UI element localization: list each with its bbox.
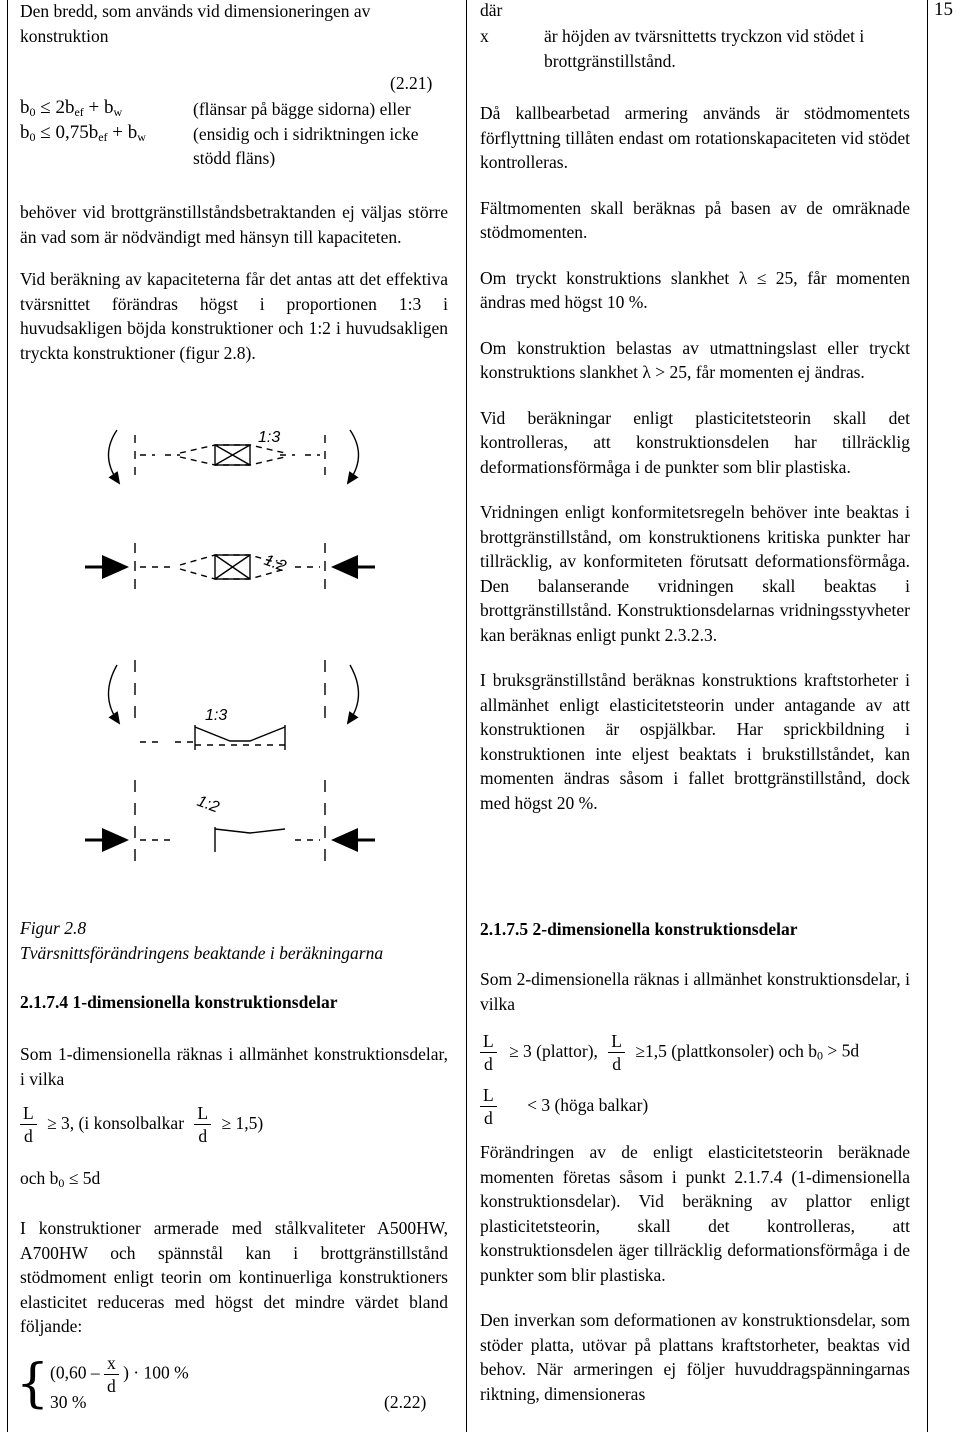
paragraph-cold-worked: Då kallbearbetad armering används är stödmomentets förflyttning tillåten endast om rotationskapaciteten vid stödet kontrolleras.	[480, 103, 910, 172]
eq-221-number: (2.21)	[390, 73, 433, 93]
paragraph-elastic-moments: Förändringen av de enligt elasticitetsteorin beräknade momenten företas såsom i punkt 2.1.7.4 (1-dimensionella konstruktionsdelar). Vid beräkning av plattor enligt plasticitetsteorin, skall det kontrolleras, att konstruktionsdelen äger tillräcklig deformationsförmåga i de punkter som blir plastiska.	[480, 1142, 910, 1285]
figure-caption-text: Tvärsnittsförändringens beaktande i beräkningarna	[20, 942, 384, 963]
paragraph-capacity: behöver vid brottgränstillståndsbetraktanden ej väljas större än vad som är nödvändigt med hänsyn till kapaciteten.	[20, 202, 448, 247]
paragraph-field-moments: Fältmomenten skall beräknas på basen av de omräknade stödmomenten.	[480, 197, 910, 242]
inequality-1d: $\frac{L}{d}$ ≥ 3, (i konsolbalkar $\frac{L}{d}$ ≥ 1,5)	[20, 1102, 263, 1147]
left-body-2	[20, 1042, 448, 1091]
paragraph-1d: Som 1-dimensionella räknas i allmänhet konstruktionsdelar, i vilka	[20, 1044, 448, 1089]
page-number: 15	[934, 0, 953, 20]
detail-bending-13	[109, 430, 359, 480]
figure-2-8	[80, 415, 400, 895]
eq-222-number: (2.22)	[384, 1392, 427, 1412]
figure-label-13-b: 1:3	[205, 707, 228, 724]
figure-label-13-a: 1:3	[258, 429, 281, 446]
och-b0: och $b_0 \le 5d$	[20, 1168, 101, 1190]
figure-caption	[20, 916, 460, 965]
paragraph-serviceability: I bruksgränstillstånd beräknas konstruktions kraftstorheter i allmänhet enligt elasticitetsteorin under antagande av att konstruktionen är ospjälkbar. Har sprickbildning i konstruktionen inte eljest beaktats i brukstillståndet, kan momenten ändras såsom i fallet brottgränstillstånd, dock med högst 20 %.	[480, 670, 910, 813]
intro-text: Den bredd, som används vid dimensioneringen av konstruktion	[20, 1, 371, 46]
paragraph-slenderness-low: Om tryckt konstruktions slankhet λ ≤ 25, får momenten ändras med högst 10 %.	[480, 267, 910, 312]
dar-label: där	[480, 0, 503, 20]
x-definition: är höjden av tvärsnittetts tryckzon vid stödet i brottgränstillstånd.	[544, 26, 865, 71]
left-margin-rule	[7, 0, 8, 1432]
eq-222-row1: (0,60 – $\frac{x}{d}$ ) · 100 %	[50, 1353, 189, 1396]
paragraph-proportion: Vid beräkning av kapaciteterna får det antas att det effektiva tvärsnittet förändras högst i proportionen 1:3 i huvudsakligen böjda konstruktioner och 1:2 i huvudsakligen tryckta konstruktioner (figur 2.8).	[20, 269, 448, 363]
detail-compression-12	[85, 543, 375, 589]
formula-2d-row2: $\frac{L}{d}$ < 3 (höga balkar)	[480, 1084, 648, 1129]
left-body-1	[20, 200, 448, 365]
right-margin-rule	[927, 0, 928, 1432]
right-body-1	[480, 101, 910, 815]
paragraph-torsion: Vridningen enligt konformitetsregeln behöver inte beaktas i brottgränstillstånd, om konstruktionens kritiska punkter har tillräcklig, av konformiteten förutsatt deformationsförmåga. Den balanserande vridningen skall beaktas i brottgränstillstånd. Konstruktionsdelarnas vridningsstyvheter kan beräknas enligt punkt 2.3.2.3.	[480, 502, 910, 645]
x-symbol: x	[480, 26, 489, 46]
left-body-3	[20, 1216, 448, 1339]
formula-2d-row1: $\frac{L}{d}$ ≥ 3 (plattor), $\frac{L}{d}$ ≥1,5 (plattkonsoler) och $b_0 > 5d$	[480, 1030, 859, 1075]
right-body-2	[480, 967, 910, 1016]
eq-222-row2: 30 %	[50, 1392, 87, 1412]
paragraph-2d: Som 2-dimensionella räknas i allmänhet konstruktionsdelar, i vilka	[480, 969, 910, 1014]
heading-2175: 2.1.7.5 2-dimensionella konstruktionsdelar	[480, 919, 798, 939]
figure-caption-label: Figur 2.8	[20, 918, 87, 938]
center-column-rule	[466, 0, 467, 1432]
paragraph-slenderness-high: Om konstruktion belastas av utmattningslast eller tryckt konstruktions slankhet λ > 25, får momenten ej ändras.	[480, 337, 910, 382]
eq-222-brace: {	[16, 1354, 50, 1414]
left-column	[20, 0, 448, 48]
heading-2174: 2.1.7.4 1-dimensionella konstruktionsdelar	[20, 992, 338, 1012]
paragraph-plasticity: Vid beräkningar enligt plasticitetsteorin skall det kontrolleras, att konstruktionsdelen har tillräcklig deformationsförmåga i de punkter som blir plastiska.	[480, 407, 910, 477]
figure-label-12-a: 1:2	[261, 551, 289, 576]
eq-221-row2: $b_0 \le 0,75b_{ef} + b_w$	[20, 122, 146, 144]
eq-221-notes: (flänsar på bägge sidorna) eller (ensidig och i sidriktningen icke stödd fläns)	[193, 99, 419, 168]
figure-label-12-b: 1:2	[194, 792, 222, 817]
detail-bending-step-13	[109, 660, 359, 750]
right-body-3	[480, 1140, 910, 1406]
paragraph-deformation: Den inverkan som deformationen av konstruktionsdelar, som stöder platta, utövar på plattans kraftstorheter, beaktas vid behov. När armeringen ej följer huvuddragspänningarnas riktning, dimensioneras	[480, 1310, 910, 1404]
paragraph-reduction: I konstruktioner armerade med stålkvaliteter A500HW, A700HW och spännstål kan i brottgränstillstånd stödmoment enligt teorin om kontinuerliga konstruktioners elasticitet reduceras med högst det mindre värdet bland följande:	[20, 1218, 448, 1336]
detail-compression-step-12	[85, 780, 375, 861]
eq-221-row1: $b_0 \le 2b_{ef} + b_w$	[20, 97, 123, 119]
